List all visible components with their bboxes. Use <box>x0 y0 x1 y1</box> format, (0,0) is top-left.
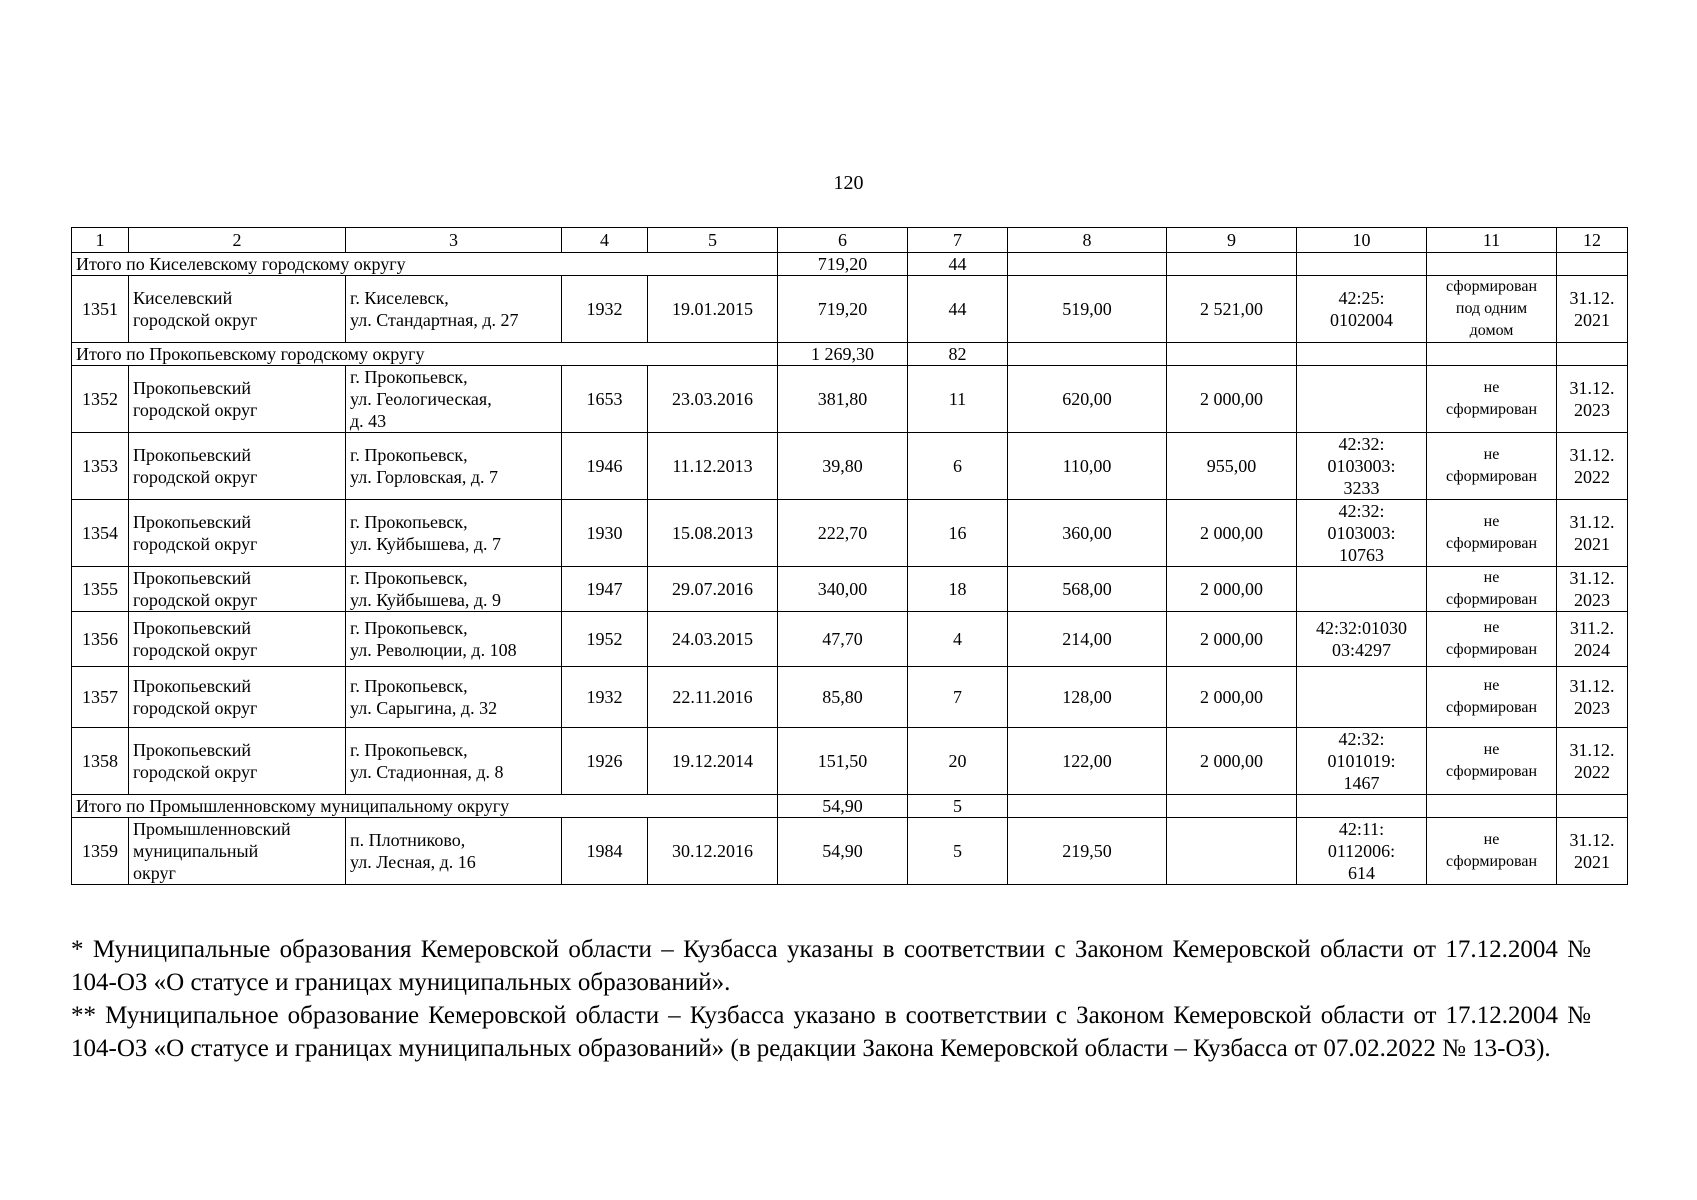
cell-text: не сформирован <box>1445 831 1538 870</box>
column-number: 5 <box>648 228 778 253</box>
table-row <box>72 433 1628 500</box>
column-number: 8 <box>1008 228 1167 253</box>
cell-col-2 <box>129 728 346 795</box>
subtotal-row <box>72 795 1628 818</box>
cell-text: не сформирован <box>1445 741 1538 780</box>
cell-col-10 <box>1297 667 1427 728</box>
column-number: 10 <box>1297 228 1427 253</box>
cell-col-4 <box>562 818 648 885</box>
table-row <box>72 366 1628 433</box>
subtotal-c7: 82 <box>908 343 1008 366</box>
cell-col-4 <box>562 366 648 433</box>
footnote-1: * Муниципальные образования Кемеровской области – Кузбасса указаны в соответствии с Законом Кемеровской области от 17.12.2004 № 104-ОЗ «О статусе и границах муниципальных образований». <box>71 936 1591 996</box>
cell-text: 2 000,00 <box>1200 629 1263 649</box>
subtotal-row <box>72 343 1628 366</box>
cell-text: 1926 <box>586 751 623 771</box>
cell-col-9 <box>1167 567 1297 612</box>
cell-col-5 <box>648 500 778 567</box>
cell-col-11 <box>1427 667 1557 728</box>
cell-text: 1984 <box>586 841 623 861</box>
subtotal-c6: 719,20 <box>778 253 908 276</box>
cell-col-9 <box>1167 500 1297 567</box>
cell-col-3 <box>346 612 562 667</box>
cell-col-1 <box>72 612 129 667</box>
cell-col-9 <box>1167 818 1297 885</box>
cell-col-12 <box>1557 728 1628 795</box>
column-number: 7 <box>908 228 1008 253</box>
cell-text: г. Прокопьевск, ул. Революции, д. 108 <box>350 618 517 660</box>
cell-text: 85,80 <box>822 687 863 707</box>
cell-text: г. Прокопьевск, ул. Куйбышева, д. 9 <box>350 568 501 610</box>
cell-text: г. Прокопьевск, ул. Сарыгина, д. 32 <box>350 676 498 718</box>
empty-cell <box>1297 795 1427 818</box>
cell-col-4 <box>562 500 648 567</box>
cell-text: 1355 <box>82 579 118 599</box>
cell-text: 2 000,00 <box>1200 751 1263 771</box>
cell-col-2 <box>129 818 346 885</box>
cell-text: 31.12. 2022 <box>1569 445 1615 487</box>
cell-col-3 <box>346 433 562 500</box>
cell-col-10 <box>1297 276 1427 343</box>
cell-col-5 <box>648 728 778 795</box>
cell-col-5 <box>648 366 778 433</box>
cell-col-6 <box>778 567 908 612</box>
cell-text: 16 <box>948 523 967 543</box>
cell-text: 1932 <box>586 299 623 319</box>
cell-text: 110,00 <box>1062 456 1112 476</box>
cell-text: 2 000,00 <box>1200 687 1263 707</box>
cell-text: 6 <box>953 456 962 476</box>
cell-text: 1947 <box>586 579 623 599</box>
empty-cell <box>1167 253 1297 276</box>
cell-col-12 <box>1557 667 1628 728</box>
footnotes <box>71 933 1591 1065</box>
cell-text: 19.12.2014 <box>672 751 753 771</box>
cell-col-3 <box>346 667 562 728</box>
cell-col-10 <box>1297 500 1427 567</box>
cell-text: г. Прокопьевск, ул. Куйбышева, д. 7 <box>350 512 501 554</box>
cell-col-1 <box>72 667 129 728</box>
cell-col-11 <box>1427 728 1557 795</box>
cell-col-10 <box>1297 567 1427 612</box>
empty-cell <box>1297 343 1427 366</box>
subtotal-row <box>72 253 1628 276</box>
cell-col-3 <box>346 728 562 795</box>
data-table <box>71 227 1628 885</box>
cell-text: 42:32: 0103003: 3233 <box>1327 434 1396 498</box>
column-number: 4 <box>562 228 648 253</box>
cell-text: 5 <box>953 841 962 861</box>
cell-text: 360,00 <box>1062 523 1112 543</box>
cell-col-9 <box>1167 433 1297 500</box>
subtotal-c6: 1 269,30 <box>778 343 908 366</box>
cell-text: 214,00 <box>1062 629 1112 649</box>
empty-cell <box>1557 253 1628 276</box>
cell-text: 222,70 <box>817 523 868 543</box>
cell-text: 719,20 <box>817 299 868 319</box>
cell-text: 340,00 <box>817 579 868 599</box>
cell-col-1 <box>72 500 129 567</box>
cell-col-2 <box>129 667 346 728</box>
cell-col-10 <box>1297 728 1427 795</box>
cell-text: 18 <box>948 579 967 599</box>
cell-text: Промышленновский муниципальный округ <box>133 819 291 883</box>
cell-col-4 <box>562 433 648 500</box>
cell-col-1 <box>72 366 129 433</box>
cell-col-2 <box>129 500 346 567</box>
cell-text: Прокопьевский городской округ <box>133 378 258 420</box>
cell-col-8 <box>1008 728 1167 795</box>
cell-text: п. Плотниково, ул. Лесная, д. 16 <box>350 830 476 872</box>
cell-col-11 <box>1427 366 1557 433</box>
cell-col-9 <box>1167 276 1297 343</box>
cell-col-6 <box>778 818 908 885</box>
column-number: 3 <box>346 228 562 253</box>
cell-text: 620,00 <box>1062 389 1112 409</box>
cell-text: 31.12. 2023 <box>1569 378 1615 420</box>
cell-text: 20 <box>948 751 967 771</box>
cell-text: 519,00 <box>1062 299 1112 319</box>
table-row <box>72 500 1628 567</box>
footnote-2: ** Муниципальное образование Кемеровской области – Кузбасса указано в соответствии с Законом Кемеровской области от 17.12.2004 № 104-ОЗ «О статусе и границах муниципальных образований» (в редакции Закона Кемеровской области – Кузбасса от 07.02.2022 № 13-ОЗ). <box>71 1002 1591 1062</box>
cell-text: 15.08.2013 <box>672 523 753 543</box>
cell-text: 151,50 <box>817 751 868 771</box>
empty-cell <box>1427 343 1557 366</box>
cell-col-6 <box>778 500 908 567</box>
cell-col-8 <box>1008 612 1167 667</box>
cell-col-6 <box>778 667 908 728</box>
cell-text: Прокопьевский городской округ <box>133 512 258 554</box>
cell-col-1 <box>72 728 129 795</box>
cell-col-5 <box>648 567 778 612</box>
cell-col-10 <box>1297 612 1427 667</box>
empty-cell <box>1427 253 1557 276</box>
cell-col-1 <box>72 818 129 885</box>
cell-col-12 <box>1557 433 1628 500</box>
cell-text: 31.12. 2021 <box>1569 830 1615 872</box>
cell-text: 311.2. 2024 <box>1569 618 1615 660</box>
cell-text: 122,00 <box>1062 751 1112 771</box>
cell-col-10 <box>1297 433 1427 500</box>
cell-text: 30.12.2016 <box>672 841 753 861</box>
cell-col-7 <box>908 728 1008 795</box>
table-row <box>72 728 1628 795</box>
cell-text: не сформирован <box>1445 379 1538 418</box>
cell-text: 42:32: 0103003: 10763 <box>1327 501 1396 565</box>
cell-col-8 <box>1008 433 1167 500</box>
cell-text: 42:25: 0102004 <box>1330 288 1393 330</box>
cell-col-12 <box>1557 500 1628 567</box>
cell-text: 11 <box>948 389 967 409</box>
cell-text: 23.03.2016 <box>672 389 753 409</box>
cell-text: 47,70 <box>822 629 863 649</box>
cell-text: 1932 <box>586 687 623 707</box>
empty-cell <box>1557 795 1628 818</box>
empty-cell <box>1557 343 1628 366</box>
cell-text: 219,50 <box>1062 841 1112 861</box>
cell-col-11 <box>1427 500 1557 567</box>
cell-text: 11.12.2013 <box>672 456 753 476</box>
cell-text: 1946 <box>586 456 623 476</box>
cell-col-10 <box>1297 366 1427 433</box>
cell-text: 31.12. 2021 <box>1569 288 1615 330</box>
cell-text: 42:11: 0112006: 614 <box>1327 819 1396 883</box>
table-row <box>72 612 1628 667</box>
cell-text: 1930 <box>586 523 623 543</box>
cell-col-3 <box>346 818 562 885</box>
cell-text: 1952 <box>586 629 623 649</box>
cell-col-9 <box>1167 667 1297 728</box>
cell-text: 29.07.2016 <box>672 579 753 599</box>
cell-text: 31.12. 2021 <box>1569 512 1615 554</box>
column-number: 12 <box>1557 228 1628 253</box>
empty-cell <box>1008 253 1167 276</box>
cell-text: 381,80 <box>817 389 868 409</box>
cell-text: Прокопьевский городской округ <box>133 740 258 782</box>
cell-text: 39,80 <box>822 456 863 476</box>
cell-col-5 <box>648 276 778 343</box>
column-number-row <box>72 228 1628 253</box>
cell-col-5 <box>648 818 778 885</box>
cell-text: Прокопьевский городской округ <box>133 568 258 610</box>
subtotal-label: Итого по Промышленновскому муниципальному округу <box>72 795 778 818</box>
cell-text: 54,90 <box>822 841 863 861</box>
cell-text: 4 <box>953 629 962 649</box>
cell-col-7 <box>908 366 1008 433</box>
cell-text: 568,00 <box>1062 579 1112 599</box>
cell-text: г. Прокопьевск, ул. Геологическая, д. 43 <box>350 367 492 431</box>
table-row <box>72 667 1628 728</box>
cell-col-11 <box>1427 276 1557 343</box>
cell-col-3 <box>346 276 562 343</box>
cell-col-5 <box>648 433 778 500</box>
cell-col-6 <box>778 612 908 667</box>
cell-col-5 <box>648 667 778 728</box>
cell-col-7 <box>908 567 1008 612</box>
cell-col-3 <box>346 500 562 567</box>
cell-text: 1359 <box>82 841 118 861</box>
cell-col-2 <box>129 276 346 343</box>
empty-cell <box>1427 795 1557 818</box>
cell-col-7 <box>908 433 1008 500</box>
cell-text: 1354 <box>82 523 118 543</box>
cell-text: 42:32: 0101019: 1467 <box>1327 729 1396 793</box>
cell-col-12 <box>1557 366 1628 433</box>
cell-col-2 <box>129 612 346 667</box>
cell-col-8 <box>1008 667 1167 728</box>
cell-text: не сформирован <box>1445 513 1538 552</box>
empty-cell <box>1167 795 1297 818</box>
cell-text: не сформирован <box>1445 446 1538 485</box>
cell-text: не сформирован <box>1445 677 1538 716</box>
cell-text: Прокопьевский городской округ <box>133 445 258 487</box>
cell-text: 1353 <box>82 456 118 476</box>
cell-text: 1351 <box>82 299 118 319</box>
cell-col-4 <box>562 612 648 667</box>
cell-text: 44 <box>948 299 967 319</box>
cell-col-11 <box>1427 612 1557 667</box>
subtotal-label: Итого по Киселевскому городскому округу <box>72 253 778 276</box>
cell-col-8 <box>1008 500 1167 567</box>
table-row <box>72 818 1628 885</box>
cell-text: 2 521,00 <box>1200 299 1263 319</box>
column-number: 11 <box>1427 228 1557 253</box>
cell-col-12 <box>1557 818 1628 885</box>
cell-text: 1356 <box>82 629 118 649</box>
empty-cell <box>1167 343 1297 366</box>
cell-text: сформирован под одним домом <box>1445 278 1538 339</box>
cell-col-8 <box>1008 276 1167 343</box>
cell-col-2 <box>129 567 346 612</box>
cell-col-11 <box>1427 818 1557 885</box>
cell-text: 1653 <box>586 389 623 409</box>
cell-col-8 <box>1008 366 1167 433</box>
cell-text: 22.11.2016 <box>672 687 753 707</box>
cell-col-7 <box>908 818 1008 885</box>
cell-text: 128,00 <box>1062 687 1112 707</box>
cell-text: 1358 <box>82 751 118 771</box>
cell-text: 24.03.2015 <box>672 629 753 649</box>
cell-col-7 <box>908 612 1008 667</box>
cell-text: 1352 <box>82 389 118 409</box>
cell-col-7 <box>908 500 1008 567</box>
cell-col-6 <box>778 276 908 343</box>
cell-text: Киселевский городской округ <box>133 288 258 330</box>
page-number: 120 <box>833 172 864 194</box>
cell-text: 955,00 <box>1206 456 1257 476</box>
column-number: 1 <box>72 228 129 253</box>
cell-text: 42:32:01030 03:4297 <box>1315 618 1407 660</box>
table-row <box>72 567 1628 612</box>
empty-cell <box>1297 253 1427 276</box>
cell-text: Прокопьевский городской округ <box>133 618 258 660</box>
cell-col-4 <box>562 728 648 795</box>
cell-col-6 <box>778 366 908 433</box>
empty-cell <box>1008 343 1167 366</box>
cell-text: 7 <box>953 687 962 707</box>
cell-text: 2 000,00 <box>1200 579 1263 599</box>
cell-col-5 <box>648 612 778 667</box>
cell-col-4 <box>562 567 648 612</box>
subtotal-c6: 54,90 <box>778 795 908 818</box>
cell-text: не сформирован <box>1445 619 1538 658</box>
cell-text: Прокопьевский городской округ <box>133 676 258 718</box>
cell-col-1 <box>72 276 129 343</box>
cell-col-8 <box>1008 818 1167 885</box>
subtotal-c7: 44 <box>908 253 1008 276</box>
cell-col-9 <box>1167 612 1297 667</box>
cell-col-7 <box>908 276 1008 343</box>
cell-col-6 <box>778 728 908 795</box>
cell-col-2 <box>129 433 346 500</box>
cell-col-3 <box>346 366 562 433</box>
cell-col-12 <box>1557 276 1628 343</box>
subtotal-label: Итого по Прокопьевскому городскому округу <box>72 343 778 366</box>
cell-col-12 <box>1557 567 1628 612</box>
cell-text: 1357 <box>82 687 118 707</box>
column-number: 6 <box>778 228 908 253</box>
cell-text: не сформирован <box>1445 569 1538 608</box>
column-number: 9 <box>1167 228 1297 253</box>
column-number: 2 <box>129 228 346 253</box>
cell-col-8 <box>1008 567 1167 612</box>
cell-col-6 <box>778 433 908 500</box>
cell-text: 2 000,00 <box>1200 389 1263 409</box>
cell-col-2 <box>129 366 346 433</box>
cell-text: г. Прокопьевск, ул. Стадионная, д. 8 <box>350 740 504 782</box>
cell-col-9 <box>1167 728 1297 795</box>
cell-text: 31.12. 2023 <box>1569 568 1615 610</box>
cell-col-11 <box>1427 567 1557 612</box>
cell-col-7 <box>908 667 1008 728</box>
cell-col-1 <box>72 433 129 500</box>
cell-col-4 <box>562 667 648 728</box>
table-row <box>72 276 1628 343</box>
cell-col-3 <box>346 567 562 612</box>
subtotal-c7: 5 <box>908 795 1008 818</box>
cell-col-12 <box>1557 612 1628 667</box>
cell-text: 19.01.2015 <box>672 299 753 319</box>
cell-text: г. Киселевск, ул. Стандартная, д. 27 <box>350 288 519 330</box>
cell-text: 31.12. 2023 <box>1569 676 1615 718</box>
cell-col-1 <box>72 567 129 612</box>
cell-text: г. Прокопьевск, ул. Горловская, д. 7 <box>350 445 499 487</box>
cell-col-11 <box>1427 433 1557 500</box>
empty-cell <box>1008 795 1167 818</box>
cell-text: 31.12. 2022 <box>1569 740 1615 782</box>
cell-col-9 <box>1167 366 1297 433</box>
cell-col-4 <box>562 276 648 343</box>
cell-text: 2 000,00 <box>1200 523 1263 543</box>
cell-col-10 <box>1297 818 1427 885</box>
